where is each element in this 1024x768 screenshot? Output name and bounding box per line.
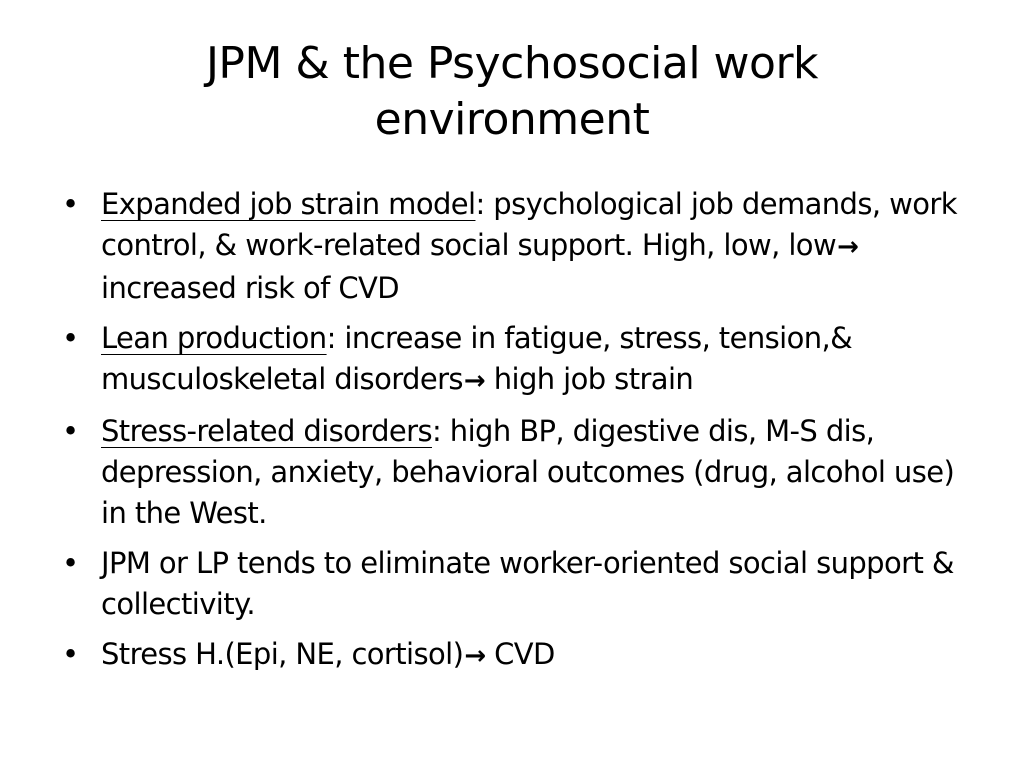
bullet-dot-icon: • [62,414,79,448]
bullet-term: Expanded job strain model [101,187,476,221]
arrow-right-icon: → [463,366,486,396]
bullet-list [62,184,982,686]
bullet-text: Stress H.(Epi, NE, cortisol) [101,637,464,671]
bullet-item-lean-production [62,318,982,402]
bullet-dot-icon: • [62,321,79,355]
bullet-item-stress-related-disorders [62,411,982,534]
bullet-text-after-arrow: increased risk of CVD [101,271,399,305]
bullet-text: JPM or LP tends to eliminate worker-oriented social support & collectivity. [101,546,954,621]
bullet-item-stress-hormones [62,634,982,677]
bullet-text: : increase in fatigue, stress, tension,& musculoskeletal disorders [101,321,853,396]
slide-title: JPM & the Psychosocial work environment [205,38,819,145]
bullet-text-after-arrow: CVD [485,637,555,671]
bullet-dot-icon: • [62,546,79,580]
arrow-right-icon: → [464,641,486,671]
bullet-term: Lean production [101,321,327,355]
bullet-term: Stress-related disorders [101,414,432,448]
bullet-text: : psychological job demands, work control, & work-related social support. High, low, low [101,187,957,262]
bullet-text-after-arrow: high job strain [485,362,694,396]
arrow-right-icon: → [837,232,859,262]
bullet-text: : high BP, digestive dis, M-S dis, depression, anxiety, behavioral outcomes (drug, alcohol use) in the West. [101,414,955,530]
bullet-item-expanded-job-strain [62,184,982,309]
bullet-item-jpm-or-lp [62,543,982,625]
bullet-dot-icon: • [62,187,79,221]
bullet-dot-icon: • [62,637,79,671]
